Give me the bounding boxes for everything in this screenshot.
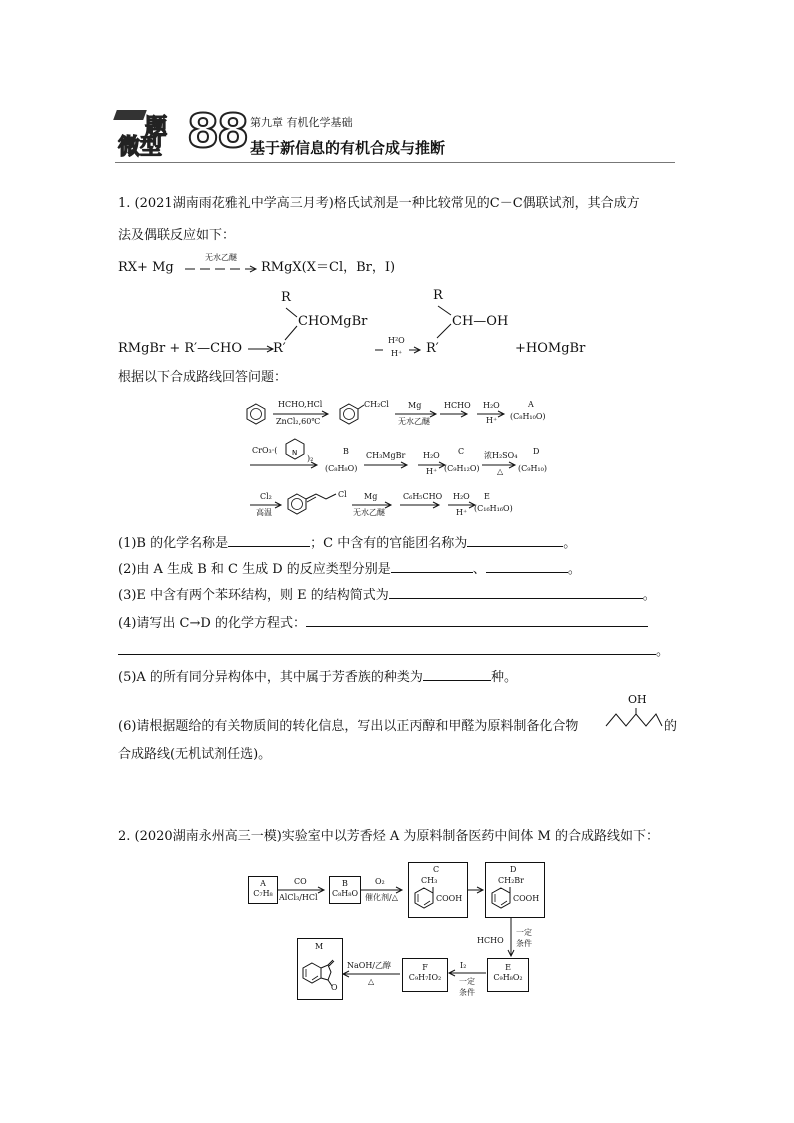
eq2-rprime2: R′ [426, 341, 439, 356]
box-E-formula: C₉H₈O₂ [493, 973, 523, 982]
svg-text:N: N [292, 449, 298, 457]
box-B-label: B [342, 879, 348, 888]
box-C-ch3: CH₃ [421, 876, 438, 885]
r2-h2so4: 浓H₂SO₄ [484, 451, 518, 460]
r2-py-sub: )₂ [307, 454, 314, 463]
page-title: 基于新信息的有机合成与推断 [250, 139, 446, 157]
badge-number: 88 [187, 104, 248, 158]
r2-delta: △ [497, 467, 504, 476]
arrow5-bottom: △ [368, 977, 375, 986]
r2-cro3: CrO₃·( [252, 446, 278, 455]
box-M [297, 938, 343, 1000]
r3-mg: Mg [364, 492, 378, 501]
sub-q6-line1b: 的 [664, 719, 678, 734]
answer-blank-4a[interactable] [306, 613, 648, 627]
eq2-choh: CH—OH [452, 314, 509, 329]
eq2-hplus: H⁺ [391, 349, 403, 358]
sub-q3-text-b: 。 [642, 588, 656, 603]
target-alcohol-skeleton [604, 708, 664, 730]
sub-q5-text-a: (5)A 的所有同分异构体中，其中属于芳香族的种类为 [118, 670, 423, 685]
sub-q1 [118, 533, 576, 553]
answer-blank-2b[interactable] [486, 559, 568, 573]
q2-arrow-down [507, 917, 515, 957]
eq2-R-top: R [281, 290, 291, 305]
q2-stem: 2. (2020湖南永州高三一模)实验室中以芳香烃 A 为原料制备医药中间体 M 的合成路线如下： [118, 829, 659, 844]
box-M-O: O [331, 983, 338, 992]
r2-D-formula: (C₉H₁₀) [518, 464, 547, 473]
r3-c6h5cho: C₆H₅CHO [403, 492, 443, 501]
r2-D: D [533, 447, 540, 456]
r1-hplus: H⁺ [486, 416, 498, 425]
box-D-ring-icon [490, 885, 512, 911]
q1-stem-line2: 法及偶联反应如下： [118, 228, 236, 243]
r3-E-formula: (C₁₆H₁₆O) [474, 504, 513, 513]
r2-hplus: H⁺ [426, 467, 438, 476]
sub-q2-text-c: 。 [567, 562, 581, 577]
eq2-R-top2: R [433, 288, 443, 303]
route-diagram [240, 395, 570, 525]
box-C [408, 862, 468, 918]
sub-q4 [118, 613, 648, 633]
r1-cond1a: HCHO,HCl [278, 400, 323, 409]
r1-arrow3 [440, 411, 472, 417]
r2-C: C [458, 447, 465, 456]
arrow4-bottom2: 条件 [459, 988, 475, 997]
box-M-label: M [315, 942, 324, 951]
r2-C-formula: (C₉H₁₂O) [444, 464, 480, 473]
box-C-label: C [433, 865, 440, 874]
arrow2-top: O₂ [375, 877, 385, 886]
r3-ether: 无水乙醚 [353, 508, 385, 517]
r2-ch3mgbr: CH₃MgBr [366, 451, 406, 460]
s6-oh-label: OH [628, 693, 647, 706]
sub-q5 [118, 667, 517, 687]
box-D-label: D [510, 865, 517, 874]
badge-char2: 微型 [118, 135, 163, 160]
benzyl-ring-icon [338, 403, 360, 425]
sub-q4-line2 [118, 641, 669, 661]
chapter-label: 第九章 有机化学基础 [250, 116, 353, 129]
arrow4-top: I₂ [460, 961, 467, 970]
arrow5-top: NaOH/乙醇 [347, 961, 391, 970]
box-B-formula: C₈H₈O [331, 889, 359, 898]
sub-q2 [118, 559, 581, 579]
r1-ch2cl: CH₂Cl [364, 400, 389, 409]
box-D [485, 862, 545, 918]
r2-arrow2 [364, 462, 412, 468]
answer-blank-3[interactable] [389, 585, 643, 599]
r3-E: E [484, 492, 490, 501]
r1-A-formula: (C₈H₁₀O) [510, 412, 546, 421]
sub-q3 [118, 585, 656, 605]
eq2-bonds-2 [432, 298, 462, 346]
answer-blank-1a[interactable] [228, 533, 310, 547]
box-F [402, 958, 448, 992]
r2-h2o: H₂O [423, 451, 440, 460]
r1-A: A [528, 400, 534, 409]
answer-blank-5[interactable] [423, 667, 491, 681]
box-F-label: F [422, 963, 428, 972]
sub-q4-text-a: (4)请写出 C→D 的化学方程式： [118, 616, 306, 631]
eq1-arrow [185, 266, 260, 272]
benzene-ring-icon [245, 403, 267, 425]
q2-flow-diagram [245, 860, 545, 1005]
box-A [248, 876, 278, 904]
arrow1-top: CO [294, 877, 307, 886]
sub-q3-text-a: (3)E 中含有两个苯环结构，则 E 的结构简式为 [118, 588, 389, 603]
sub-q2-text-b: 、 [472, 562, 486, 577]
box-B [329, 876, 361, 904]
r1-mg: Mg [408, 401, 422, 410]
arrow3-left: HCHO [477, 936, 504, 945]
sub-q1-text-b: ；C 中含有的官能团名称为 [310, 536, 468, 551]
r1-cond1b: ZnCl₂,60℃ [276, 417, 321, 426]
r2-arrow1 [250, 462, 322, 468]
sub-q1-text-a: (1)B 的化学名称是 [118, 536, 229, 551]
eq1-left: RX+ Mg [118, 260, 174, 275]
r2-B-formula: (C₈H₈O) [325, 464, 358, 473]
r3-h2o: H₂O [453, 492, 470, 501]
arrow2-bottom: 催化剂/△ [365, 893, 398, 902]
arrow3-right2: 条件 [516, 939, 532, 948]
r1-hcho: HCHO [444, 401, 471, 410]
arrow4-bottom1: 一定 [459, 977, 475, 986]
q1-stem-line1: 1. (2021湖南雨花雅礼中学高三月考)格氏试剂是一种比较常见的C－C偶联试剂，其合成方 [118, 196, 640, 211]
eq1-right: RMgX(X＝Cl，Br，I) [261, 260, 396, 275]
sub-q6-line2: 合成路线(无机试剂任选)。 [118, 747, 272, 762]
eq2-h2o: H²O [388, 336, 405, 345]
answer-blank-2a[interactable] [391, 559, 473, 573]
box-D-ch2br: CH₂Br [498, 876, 525, 885]
eq2-left: RMgBr + R′—CHO [118, 341, 243, 356]
sub-q2-text-a: (2)由 A 生成 B 和 C 生成 D 的反应类型分别是 [118, 562, 391, 577]
eq2-chomgbr: CHOMgBr [298, 314, 368, 329]
badge-tilde-mark [113, 110, 147, 120]
arrow3-right1: 一定 [516, 928, 532, 937]
box-A-label: A [260, 879, 266, 888]
badge-char1: 题 [145, 115, 168, 140]
header-badge [115, 104, 248, 160]
arrow1-bottom: AlCl₃/HCl [279, 893, 318, 902]
eq2-rprime: R′ [273, 341, 286, 356]
route-intro: 根据以下合成路线回答问题： [118, 370, 288, 385]
answer-blank-1b[interactable] [467, 533, 563, 547]
q2-arrow-C-to-D [467, 887, 487, 893]
box-A-formula: C₇H₈ [253, 889, 273, 898]
eq1-condition: 无水乙醚 [205, 253, 237, 262]
box-E [487, 958, 529, 992]
eq2-product2: +HOMgBr [515, 341, 586, 356]
r1-ether: 无水乙醚 [398, 417, 430, 426]
r3-hplus: H⁺ [456, 508, 468, 517]
sub-q1-text-c: 。 [563, 536, 577, 551]
answer-blank-4b[interactable] [118, 641, 656, 655]
r3-cl2: Cl₂ [260, 492, 272, 501]
q2-arrow4 [448, 970, 486, 976]
allyl-benzene-icon [286, 491, 346, 517]
box-C-ring-icon [413, 885, 435, 911]
box-E-label: E [505, 963, 511, 972]
r3-cl: Cl [338, 490, 347, 499]
box-D-cooh: COOH [513, 894, 540, 903]
header-rule [115, 162, 675, 163]
sub-q6-line1a: (6)请根据题给的有关物质间的转化信息，写出以正丙醇和甲醛为原料制备化合物 [118, 719, 579, 734]
box-F-formula: C₉H₇IO₂ [408, 973, 442, 982]
sub-q4-text-b: 。 [656, 644, 670, 659]
r1-h2o: H₂O [483, 401, 500, 410]
box-C-cooh: COOH [436, 894, 463, 903]
r2-B: B [343, 447, 349, 456]
r3-arrow3 [400, 502, 444, 508]
sub-q5-text-b: 种。 [490, 670, 517, 685]
pyridine-ring-icon [284, 438, 306, 462]
r3-heat: 高温 [256, 508, 272, 517]
